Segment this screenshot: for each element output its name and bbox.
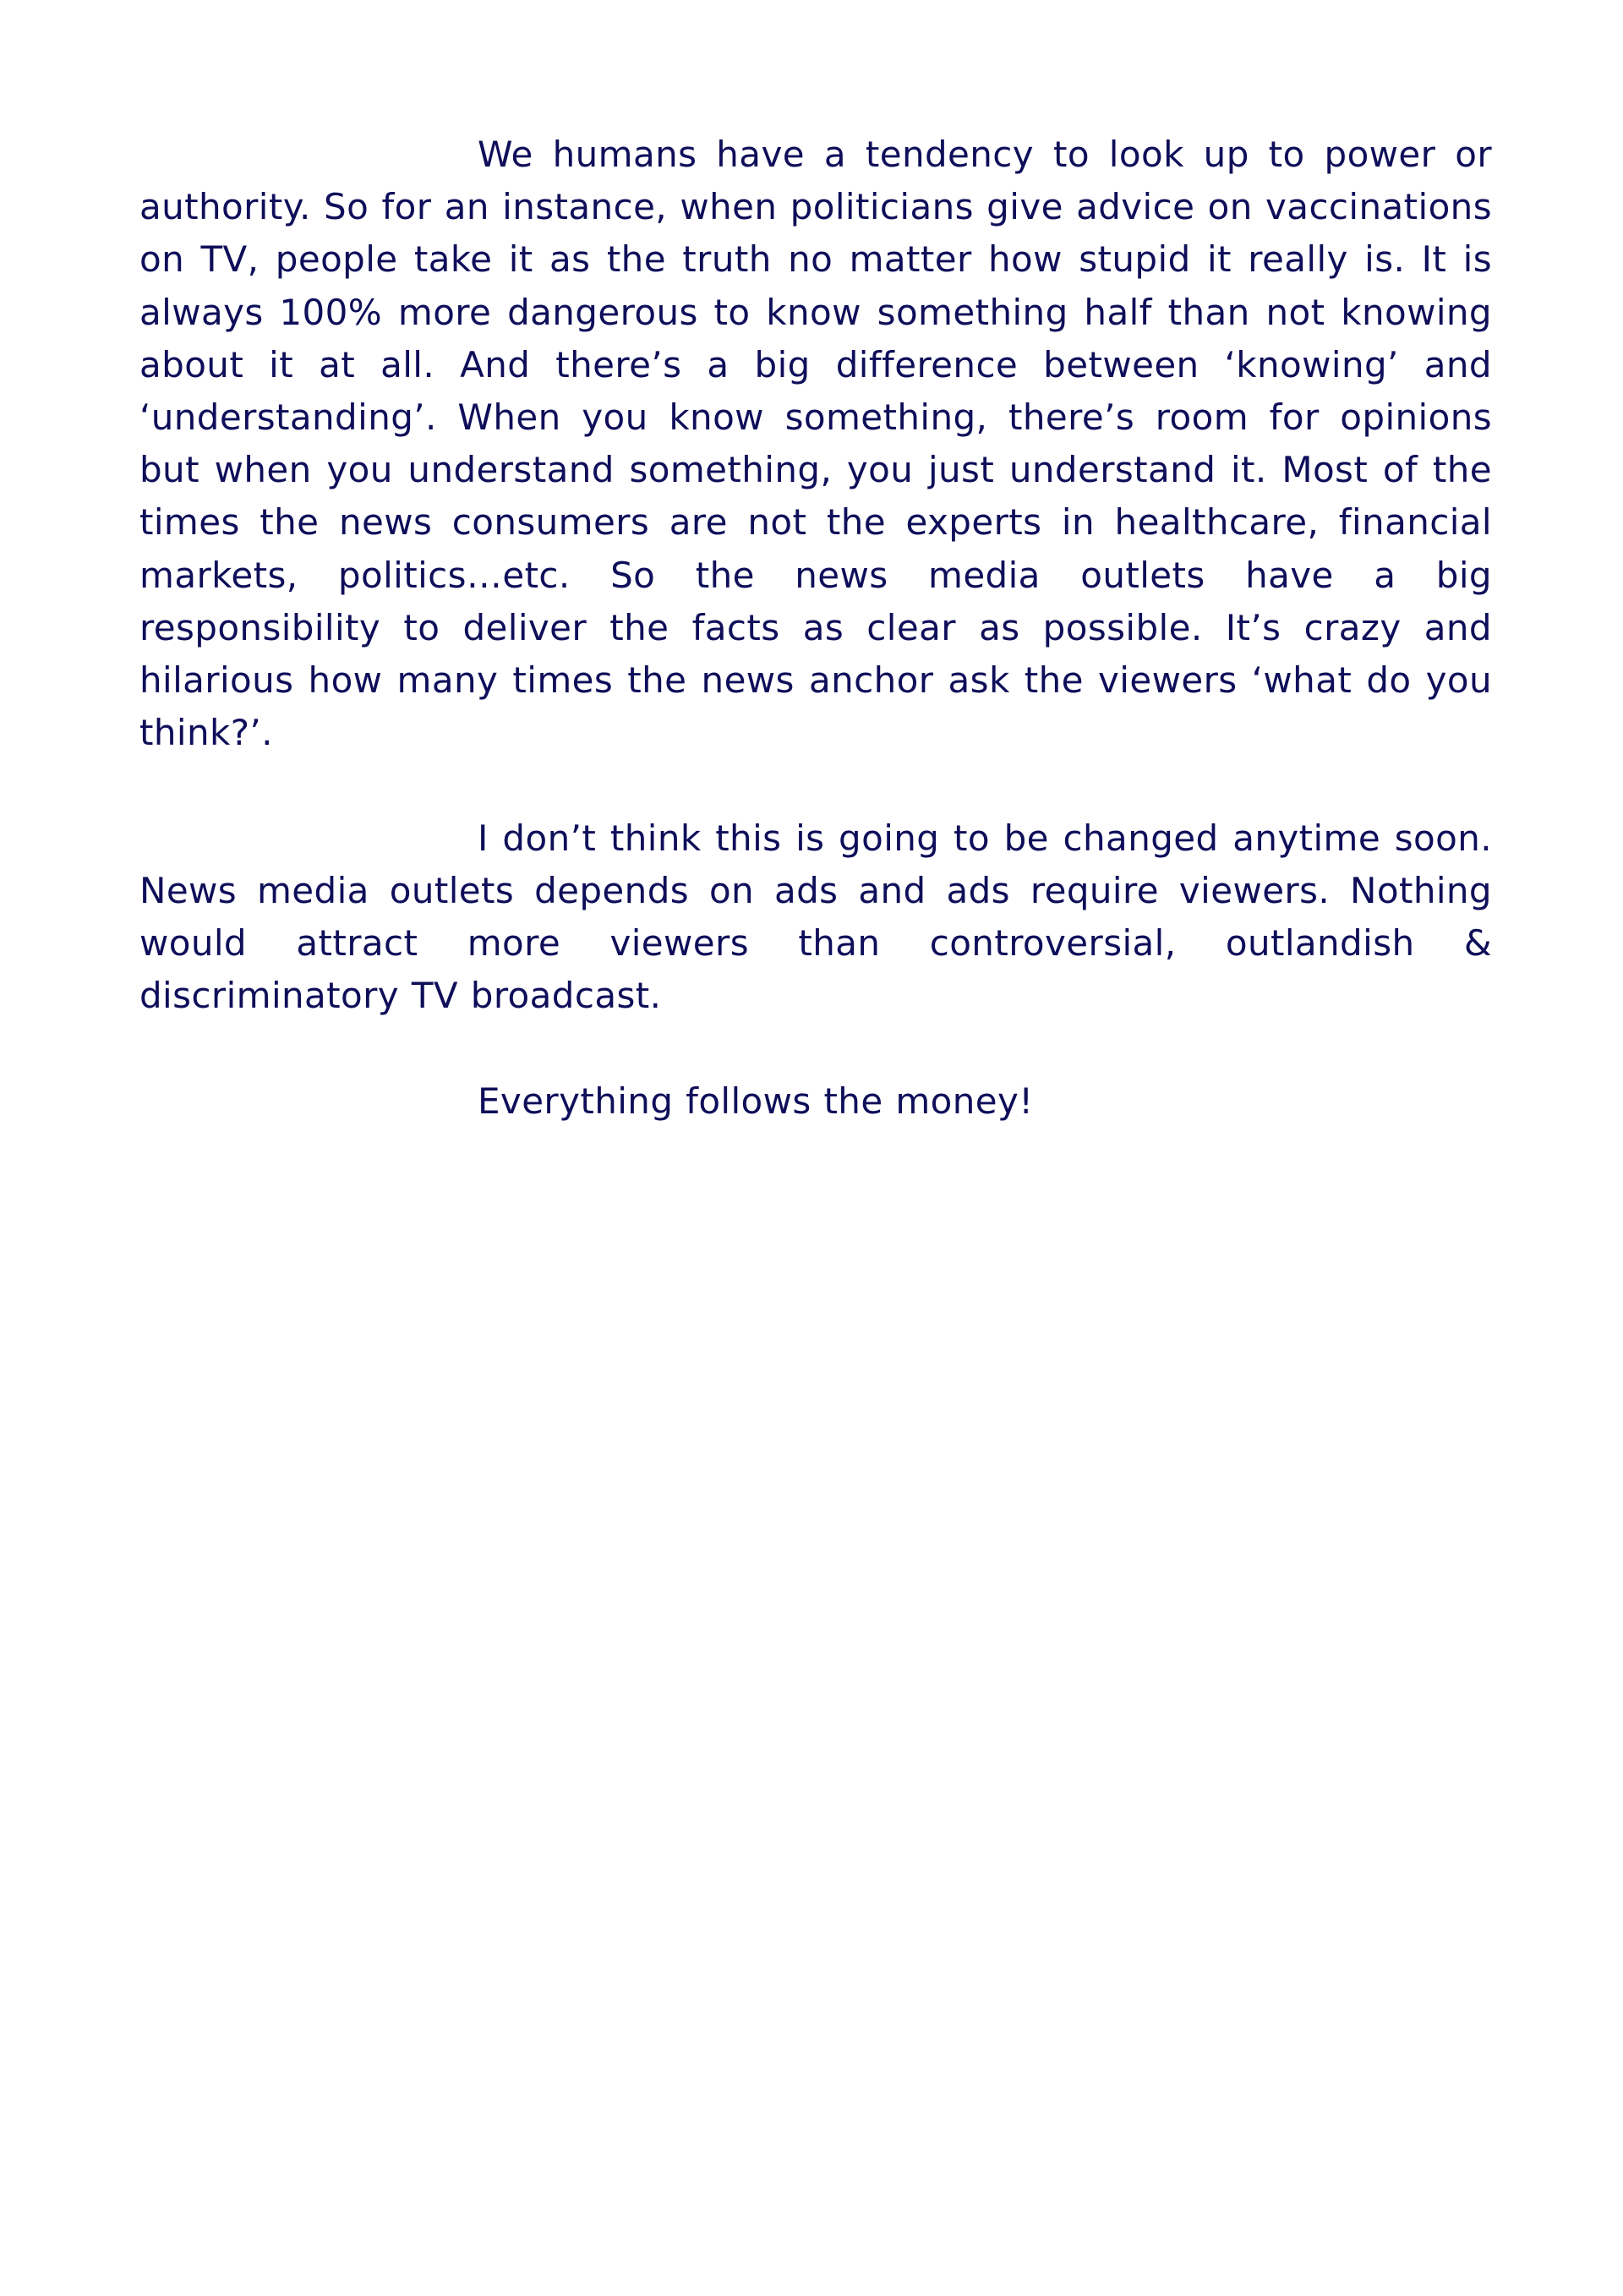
document-body xyxy=(139,128,1492,1128)
paragraph-authority: We humans have a tendency to look up to power or authority. So for an instance, when politicians give advice on vaccinations on TV, people take it as the truth no matter how stupid it really is. It is always 100% more dangerous to know something half than not knowing about it at all. And there’s a big difference between ‘knowing’ and ‘understanding’. When you know something, there’s room for opinions but when you understand something, you just understand it. Most of the times the news consumers are not the experts in healthcare, financial markets, politics…etc. So the news media outlets have a big responsibility to deliver the facts as clear as possible. It’s crazy and hilarious how many times the news anchor ask the viewers ‘what do you think?’. xyxy=(139,134,1492,754)
paragraph-news-media: I don’t think this is going to be changed anytime soon. News media outlets depends on ads and ads require viewers. Nothing would attract more viewers than controversial, outlandish & discriminatory TV broadcast. xyxy=(139,817,1492,1017)
paragraph-conclusion: Everything follows the money! xyxy=(478,1080,1034,1122)
